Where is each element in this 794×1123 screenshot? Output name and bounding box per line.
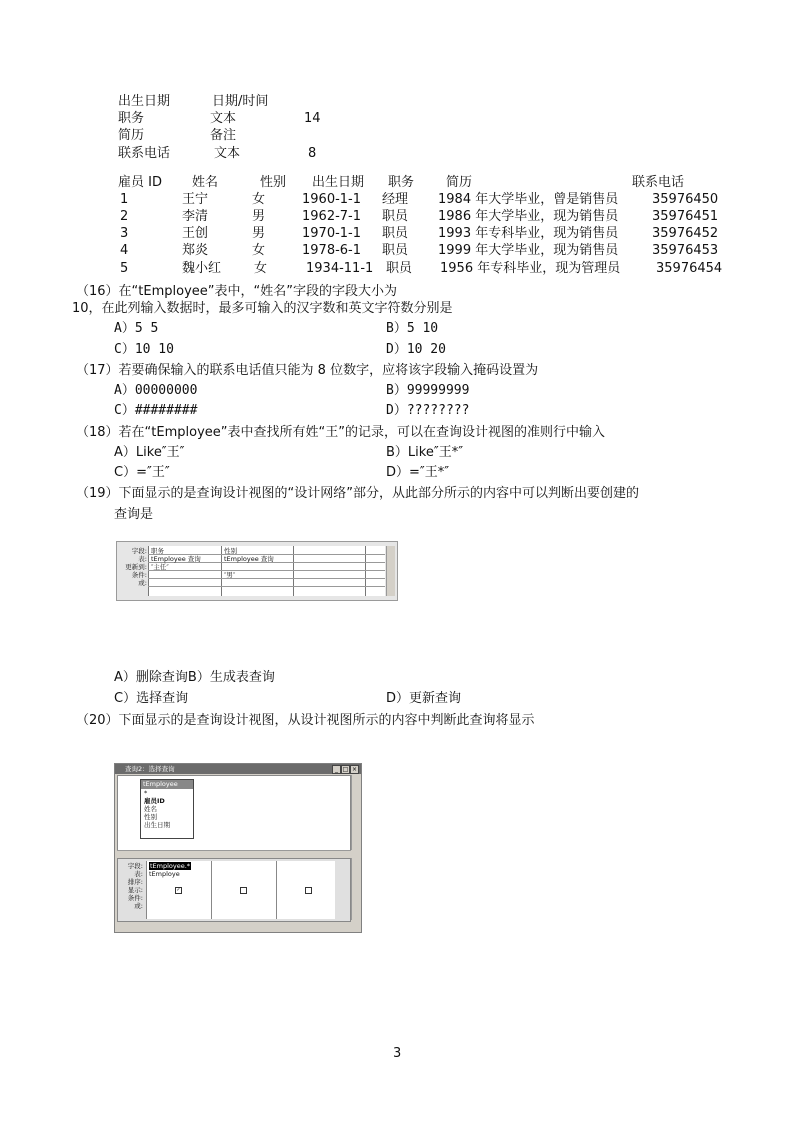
field-type: 文本 — [214, 146, 241, 161]
table-header: 联系电话 — [632, 175, 685, 190]
field-list-title: tEmployee — [141, 780, 193, 789]
question-stem: 10，在此列输入数据时，最多可输入的汉字数和英文字符数分别是 — [72, 301, 453, 316]
table-cell: 李清 — [182, 209, 209, 224]
grid-label: 或: — [134, 902, 143, 910]
table-cell: 1999 年大学毕业，现为销售员 — [438, 243, 619, 258]
field-name: 出生日期 — [118, 94, 171, 109]
vertical-scrollbar[interactable] — [351, 775, 360, 850]
grid-label: 排序: — [127, 878, 143, 886]
field-name: 联系电话 — [118, 146, 171, 161]
window-titlebar — [115, 764, 361, 774]
table-cell: 职员 — [382, 243, 409, 258]
table-cell: 职员 — [382, 209, 409, 224]
option-c: C）=″王″ — [114, 465, 170, 480]
grid-label: 条件: — [127, 894, 143, 902]
grid-cell[interactable]: tEmployee 查询 — [151, 555, 201, 563]
minimize-icon[interactable]: _ — [332, 765, 341, 774]
design-grid-image — [116, 541, 398, 601]
table-cell: 女 — [254, 261, 268, 276]
field-name: 简历 — [118, 128, 145, 143]
table-header: 出生日期 — [312, 175, 365, 190]
table-header: 姓名 — [192, 175, 219, 190]
grid-label: 字段: — [131, 547, 147, 555]
option-c: C）选择查询 — [114, 691, 189, 706]
table-header: 简历 — [446, 175, 473, 190]
grid-column[interactable] — [146, 861, 211, 919]
question-stem: （17）若要确保输入的联系电话值只能为 8 位数字，应将该字段输入掩码设置为 — [76, 363, 539, 378]
table-cell: 经理 — [382, 192, 409, 207]
question-stem: （19）下面显示的是查询设计视图的“设计网络”部分，从此部分所示的内容中可以判断出要创建的 — [76, 486, 640, 501]
table-cell: 1993 年专科毕业，现为销售员 — [438, 226, 619, 241]
field-type: 备注 — [210, 128, 237, 143]
table-cell: 1962-7-1 — [302, 209, 362, 224]
vertical-scrollbar[interactable] — [351, 858, 360, 920]
grid-label: 条件: — [131, 571, 147, 579]
field-list-box[interactable] — [140, 779, 194, 839]
table-cell: 2 — [120, 209, 129, 224]
table-cell: 1984 年大学毕业，曾是销售员 — [438, 192, 619, 207]
table-cell: 1960-1-1 — [302, 192, 362, 207]
field-name: 职务 — [118, 111, 145, 126]
table-cell: 35976450 — [652, 192, 719, 207]
table-cell: 魏小红 — [182, 261, 222, 276]
grid-cell[interactable]: tEmployee 查询 — [224, 555, 274, 563]
field-size: 14 — [304, 111, 321, 126]
page-number: 3 — [393, 1046, 402, 1061]
table-header: 雇员 ID — [118, 175, 162, 190]
table-cell: 王创 — [182, 226, 209, 241]
table-header: 职务 — [388, 175, 415, 190]
question-stem: （18）若在“tEmployee”表中查找所有姓“王”的记录，可以在查询设计视图的准则行中输入 — [76, 425, 605, 440]
table-header: 性别 — [260, 175, 287, 190]
field-list-item[interactable]: 出生日期 — [144, 821, 170, 829]
table-cell: 职员 — [386, 261, 413, 276]
table-cell: 男 — [252, 226, 266, 241]
grid-column[interactable] — [276, 861, 335, 919]
grid-column[interactable] — [211, 861, 276, 919]
grid-label: 更新到: — [125, 563, 147, 571]
field-type: 日期/时间 — [212, 94, 269, 109]
field-size: 8 — [308, 146, 317, 161]
table-cell: 男 — [252, 209, 266, 224]
option-a: A）删除查询B）生成表查询 — [114, 670, 275, 685]
table-cell: 职员 — [382, 226, 409, 241]
grid-label: 或: — [138, 579, 147, 587]
table-cell: 5 — [120, 261, 129, 276]
question-stem: （16）在“tEmployee”表中，“姓名”字段的字段大小为 — [76, 284, 397, 299]
grid-label: 显示: — [127, 886, 143, 894]
option-c: C）######## — [114, 403, 198, 418]
grid-table-cell[interactable]: tEmploye — [149, 870, 180, 878]
query-design-window-image — [114, 763, 362, 933]
show-checkbox[interactable] — [240, 887, 247, 894]
grid-cell[interactable]: 性别 — [224, 547, 237, 555]
field-list-item[interactable]: 性别 — [144, 813, 157, 821]
table-cell: 1970-1-1 — [302, 226, 362, 241]
option-c: C）10 10 — [114, 342, 174, 357]
grid-field-cell[interactable]: tEmployee.* — [150, 862, 191, 870]
table-cell: 3 — [120, 226, 129, 241]
field-list-item[interactable]: * — [144, 789, 148, 797]
show-checkbox[interactable]: ✓ — [176, 887, 181, 893]
table-cell: 王宁 — [182, 192, 209, 207]
field-list-item[interactable]: 姓名 — [144, 805, 157, 813]
maximize-icon[interactable]: □ — [342, 766, 349, 773]
option-d: D）???????? — [386, 403, 470, 418]
option-b: B）Like″王*″ — [386, 445, 464, 460]
table-cell: 1934-11-1 — [306, 261, 374, 276]
table-cell: 女 — [252, 243, 266, 258]
option-a: A）00000000 — [114, 383, 198, 398]
field-type: 文本 — [210, 111, 237, 126]
field-list-item[interactable]: 雇员ID — [144, 797, 165, 805]
grid-label: 表: — [134, 870, 143, 878]
option-d: D）更新查询 — [386, 691, 462, 706]
grid-cell[interactable]: ″主任″ — [151, 563, 169, 571]
table-cell: 1956 年专科毕业，现为管理员 — [440, 261, 621, 276]
table-cell: 女 — [252, 192, 266, 207]
option-d: D）=″王*″ — [386, 465, 450, 480]
grid-cell[interactable]: 职务 — [151, 547, 164, 555]
grid-label: 表: — [138, 555, 147, 563]
table-cell: 35976452 — [652, 226, 719, 241]
design-grid-pane — [117, 858, 351, 922]
table-cell: 1978-6-1 — [302, 243, 362, 258]
table-cell: 4 — [120, 243, 129, 258]
horizontal-scrollbar[interactable] — [117, 850, 351, 858]
option-a: A）5 5 — [114, 321, 159, 336]
table-cell: 35976454 — [656, 261, 723, 276]
table-cell: 1 — [120, 192, 129, 207]
question-stem: （20）下面显示的是查询设计视图，从设计视图所示的内容中判断此查询将显示 — [76, 713, 535, 728]
option-d: D）10 20 — [386, 342, 446, 357]
table-cell: 35976453 — [652, 243, 719, 258]
table-cell: 郑炎 — [182, 243, 209, 258]
table-cell: 1986 年大学毕业，现为销售员 — [438, 209, 619, 224]
option-b: B）5 10 — [386, 321, 439, 336]
grid-cell[interactable]: ″男″ — [224, 571, 236, 579]
vertical-scrollbar[interactable] — [386, 546, 395, 596]
grid-label: 字段: — [127, 862, 143, 870]
option-b: B）99999999 — [386, 383, 470, 398]
question-stem: 查询是 — [114, 507, 154, 522]
close-icon[interactable]: × — [351, 766, 358, 773]
option-a: A）Like″王″ — [114, 445, 185, 460]
table-cell: 35976451 — [652, 209, 719, 224]
show-checkbox[interactable] — [305, 887, 312, 894]
window-title: 查询2：选择查询 — [125, 765, 175, 773]
table-pane — [117, 775, 351, 852]
